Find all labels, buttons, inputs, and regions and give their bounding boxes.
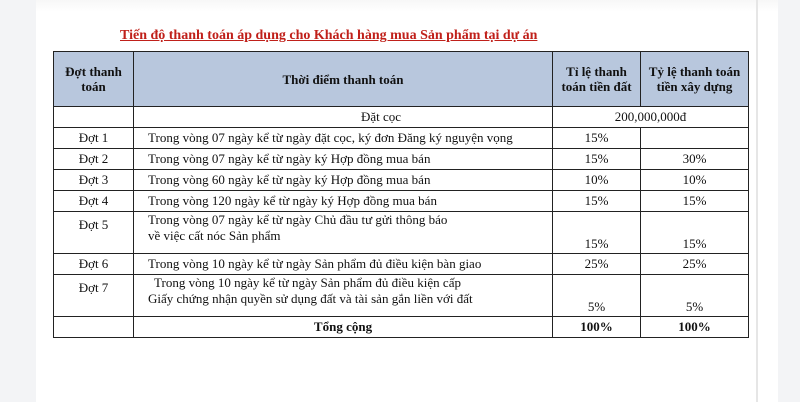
installment-cell: Đợt 2 bbox=[54, 149, 134, 170]
construction-rate-cell: 5% bbox=[641, 275, 749, 317]
land-rate-cell: 10% bbox=[553, 170, 641, 191]
timing-cell: Trong vòng 07 ngày kể từ ngày đặt cọc, ký đơn Đăng ký nguyện vọng bbox=[134, 128, 553, 149]
timing-line: Trong vòng 07 ngày kể từ ngày Chủ đầu tư gửi thông báo bbox=[148, 212, 448, 227]
installment-cell: Đợt 4 bbox=[54, 191, 134, 212]
construction-rate-cell: 25% bbox=[641, 254, 749, 275]
table-row bbox=[54, 254, 749, 275]
table-row bbox=[54, 149, 749, 170]
construction-rate-cell: 30% bbox=[641, 149, 749, 170]
page-top-edge bbox=[36, 0, 778, 12]
land-rate-cell: 15% bbox=[553, 128, 641, 149]
table-row bbox=[54, 170, 749, 191]
page-right-edge bbox=[756, 0, 758, 402]
land-rate-cell: 15% bbox=[553, 212, 641, 254]
total-construction-rate: 100% bbox=[641, 317, 749, 338]
header-construction-rate: Tỷ lệ thanh toán tiền xây dựng bbox=[641, 52, 749, 107]
header-land-rate: Tỉ lệ thanh toán tiền đất bbox=[553, 52, 641, 107]
land-rate-cell: 15% bbox=[553, 191, 641, 212]
header-installment: Đợt thanh toán bbox=[54, 52, 134, 107]
document-title: Tiến độ thanh toán áp dụng cho Khách hàng mua Sản phẩm tại dự án bbox=[120, 28, 538, 43]
installment-cell: Đợt 3 bbox=[54, 170, 134, 191]
timing-cell: Trong vòng 120 ngày kể từ ngày ký Hợp đồng mua bán bbox=[134, 191, 553, 212]
timing-cell bbox=[134, 275, 553, 317]
installment-cell: Đợt 5 bbox=[54, 212, 134, 254]
table-row bbox=[54, 128, 749, 149]
table-row bbox=[54, 275, 749, 317]
table-header-row bbox=[54, 52, 749, 107]
total-land-rate: 100% bbox=[553, 317, 641, 338]
land-rate-cell: 15% bbox=[553, 149, 641, 170]
timing-cell: Trong vòng 10 ngày kể từ ngày Sản phẩm đủ điều kiện bàn giao bbox=[134, 254, 553, 275]
installment-cell: Đợt 1 bbox=[54, 128, 134, 149]
construction-rate-cell: 15% bbox=[641, 212, 749, 254]
timing-cell: Trong vòng 07 ngày kể từ ngày ký Hợp đồng mua bán bbox=[134, 149, 553, 170]
land-rate-cell: 25% bbox=[553, 254, 641, 275]
timing-line: Trong vòng 10 ngày kể từ ngày Sản phẩm đủ điều kiện cấp bbox=[154, 275, 461, 290]
installment-cell: Đợt 7 bbox=[54, 275, 134, 317]
construction-rate-cell: 10% bbox=[641, 170, 749, 191]
header-timing: Thời điểm thanh toán bbox=[134, 52, 553, 107]
land-rate-cell: 5% bbox=[553, 275, 641, 317]
total-row bbox=[54, 317, 749, 338]
deposit-amount: 200,000,000đ bbox=[553, 107, 749, 128]
timing-cell bbox=[134, 212, 553, 254]
deposit-label: Đặt cọc bbox=[134, 107, 553, 128]
table-row bbox=[54, 212, 749, 254]
timing-line: về việc cất nóc Sản phẩm bbox=[148, 228, 281, 243]
payment-schedule-table bbox=[53, 51, 749, 338]
construction-rate-cell bbox=[641, 128, 749, 149]
table-row bbox=[54, 191, 749, 212]
installment-cell: Đợt 6 bbox=[54, 254, 134, 275]
total-label: Tổng cộng bbox=[134, 317, 553, 338]
deposit-row bbox=[54, 107, 749, 128]
construction-rate-cell: 15% bbox=[641, 191, 749, 212]
timing-line: Giấy chứng nhận quyền sử dụng đất và tài sản gắn liền với đất bbox=[148, 291, 473, 306]
timing-cell: Trong vòng 60 ngày kể từ ngày ký Hợp đồng mua bán bbox=[134, 170, 553, 191]
